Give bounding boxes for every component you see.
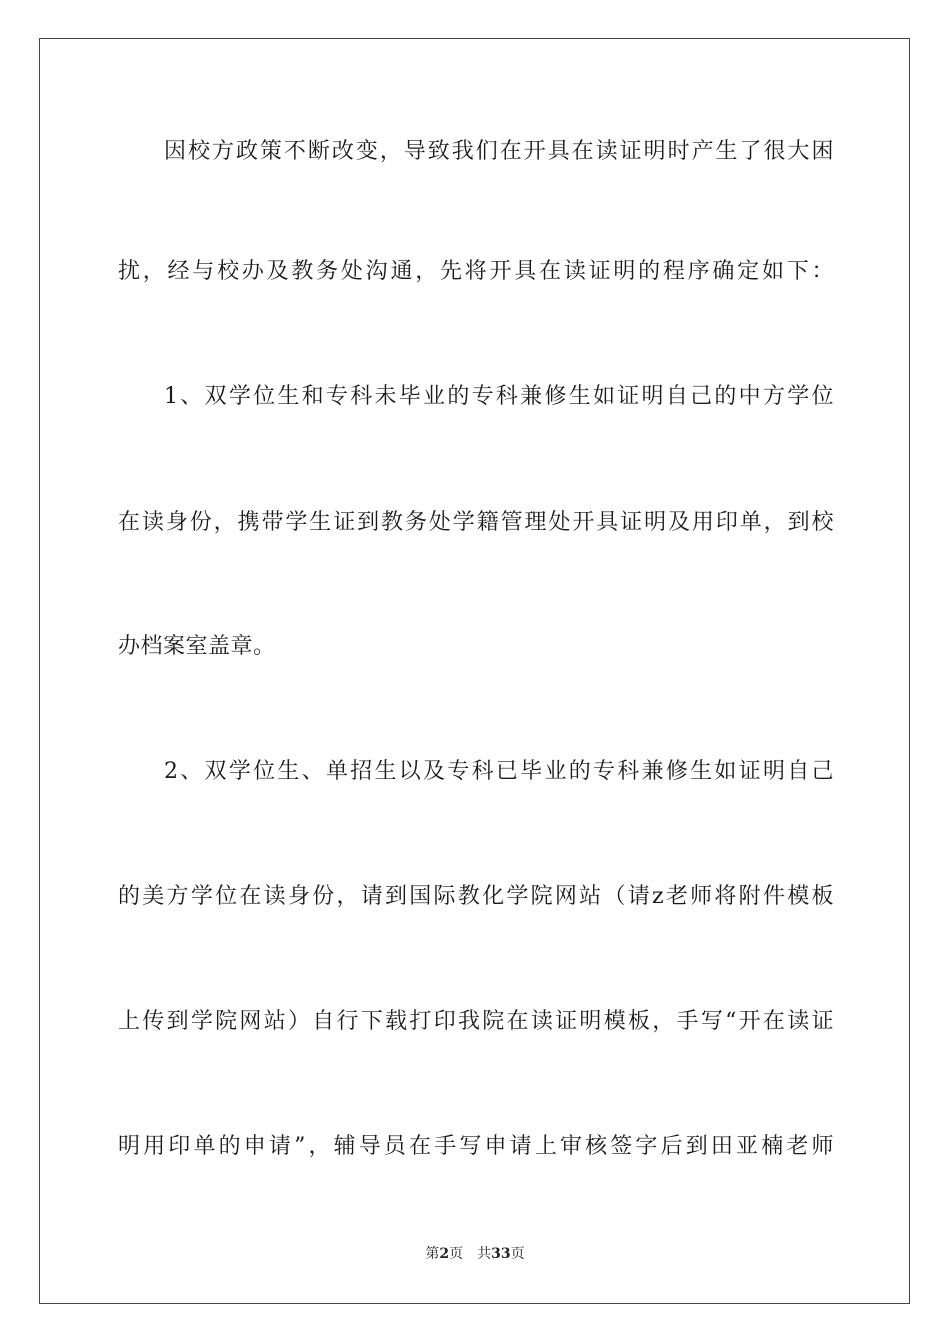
paragraph-line: 因校方政策不断改变，导致我们在开具在读证明时产生了很大困	[164, 139, 834, 164]
paragraph-line: 1、双学位生和专科未毕业的专科兼修生如证明自己的中方学位	[164, 384, 834, 409]
paragraph-line: 2、双学位生、单招生以及专科已毕业的专科兼修生如证明自己	[164, 759, 834, 784]
footer-prefix: 第	[425, 1246, 440, 1262]
paragraph-line: 的美方学位在读身份，请到国际教化学院网站（请z老师将附件模板	[118, 884, 834, 909]
paragraph-line: 明用印单的申请”，辅导员在手写申请上审核签字后到田亚楠老师	[118, 1134, 834, 1159]
paragraph-line: 在读身份，携带学生证到教务处学籍管理处开具证明及用印单，到校	[118, 510, 834, 535]
page-footer	[0, 1244, 950, 1264]
page-frame	[39, 38, 910, 1304]
current-page-number: 2	[439, 1246, 450, 1262]
total-pages-number: 33	[491, 1246, 511, 1262]
footer-middle: 页 共	[449, 1246, 492, 1262]
paragraph-line: 扰，经与校办及教务处沟通，先将开具在读证明的程序确定如下：	[118, 259, 834, 284]
paragraph-line: 上传到学院网站）自行下载打印我院在读证明模板，手写“开在读证	[118, 1009, 834, 1034]
paragraph-line: 办档案室盖章。	[118, 634, 276, 659]
footer-suffix: 页	[510, 1246, 525, 1262]
